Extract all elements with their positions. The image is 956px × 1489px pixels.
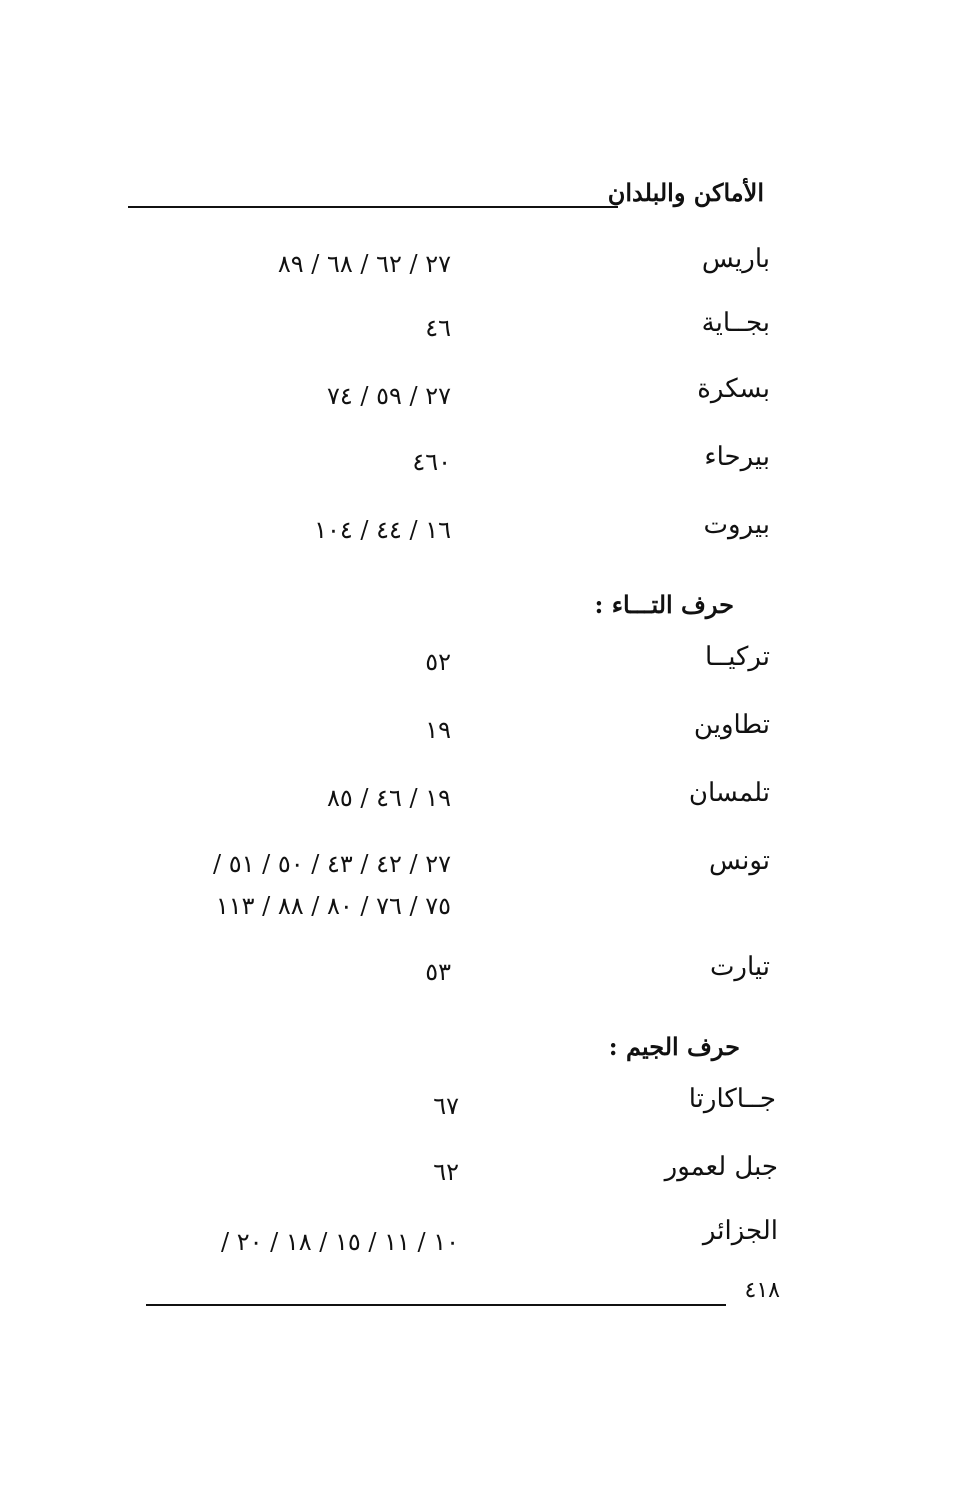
page-refs: ٥٢ <box>425 648 451 676</box>
place-name: باريس <box>701 244 770 274</box>
place-name: تطاوين <box>693 710 770 740</box>
page-refs-continued: ٧٥ / ٧٦ / ٨٠ / ٨٨ / ١١٣ <box>215 892 451 920</box>
place-name: الجزائر <box>702 1216 778 1246</box>
header-rule <box>128 206 618 208</box>
page-refs: ٢٧ / ٦٢ / ٦٨ / ٨٩ <box>277 250 451 278</box>
place-name: تيارت <box>709 952 770 982</box>
page-number: ٤١٨ <box>744 1278 780 1303</box>
page-refs: ١٠ / ١١ / ١٥ / ١٨ / ٢٠ / <box>221 1228 459 1256</box>
footer-rule <box>146 1304 726 1306</box>
page-refs: ٢٧ / ٤٢ / ٤٣ / ٥٠ / ٥١ / <box>213 850 451 878</box>
page-refs: ١٩ <box>425 716 451 744</box>
place-name: بسكرة <box>697 374 770 404</box>
page-refs: ٤٦ <box>425 314 451 342</box>
page-refs: ٢٧ / ٥٩ / ٧٤ <box>326 382 451 410</box>
place-name: بجــاية <box>701 308 770 338</box>
place-name: جــاكارتا <box>688 1084 776 1114</box>
page-refs: ١٩ / ٤٦ / ٨٥ <box>326 784 451 812</box>
place-name: جبل لعمور <box>664 1152 778 1182</box>
place-name: بيرحاء <box>704 442 770 472</box>
place-name: تركيــا <box>705 642 770 672</box>
place-name: تلمسان <box>688 778 770 808</box>
page-refs: ٤٦٠ <box>412 448 451 476</box>
page-refs: ٥٣ <box>425 958 451 986</box>
page-refs: ٦٧ <box>433 1092 459 1120</box>
page-header-title: الأماكن والبلدان <box>607 178 764 207</box>
section-heading-jim: حرف الجيم : <box>608 1032 740 1061</box>
page-refs: ٦٢ <box>433 1158 459 1186</box>
place-name: بيروت <box>703 510 770 540</box>
page-refs: ١٦ / ٤٤ / ١٠٤ <box>314 516 451 544</box>
section-heading-ta: حرف التـــاء : <box>594 590 734 619</box>
place-name: تونس <box>708 846 770 876</box>
